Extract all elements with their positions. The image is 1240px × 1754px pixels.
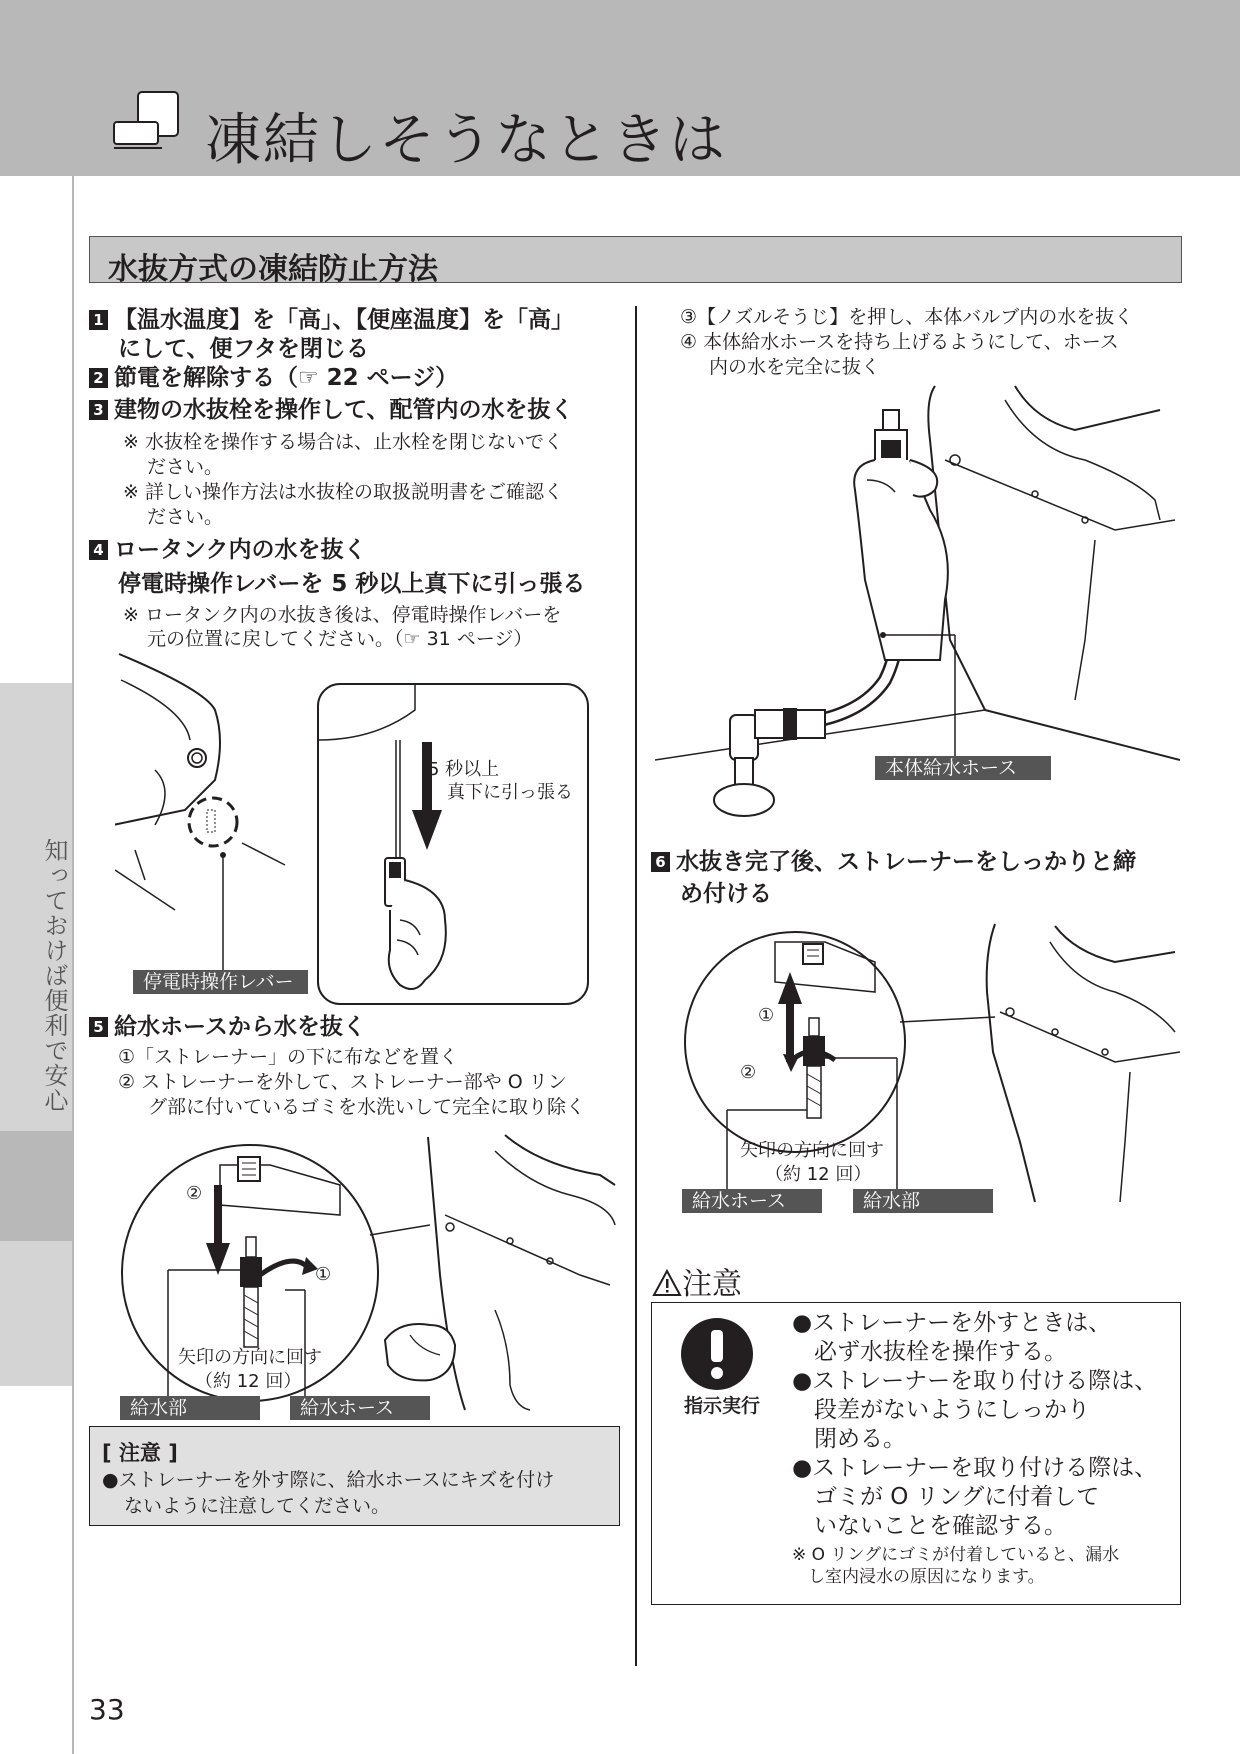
step-6-line1: 水抜き完了後、ストレーナーをしっかりと締 bbox=[676, 849, 1136, 875]
step-5-item-2a: ② ストレーナーを外して、ストレーナー部や O リン bbox=[118, 1071, 567, 1093]
warning-line: 閉める。 bbox=[814, 1426, 906, 1452]
step-5 bbox=[89, 1013, 366, 1042]
warning-line: ●ストレーナーを取り付ける際は、 bbox=[792, 1368, 1158, 1394]
warning-triangle-icon bbox=[652, 1269, 682, 1297]
warning-heading-text: 注意 bbox=[682, 1267, 742, 1302]
step-4-line1: ロータンク内の水を抜く bbox=[114, 537, 367, 563]
warning-lines bbox=[792, 1309, 1172, 1541]
step-number: 1 bbox=[89, 310, 108, 330]
step-5-item-2b: グ部に付いているゴミを水洗いして完全に取り除く bbox=[148, 1096, 586, 1118]
page-title: 凍結しそうなときは bbox=[205, 108, 727, 173]
strainer-right-mark-2: ② bbox=[740, 1062, 757, 1083]
warning-line: 必ず水抜栓を操作する。 bbox=[814, 1339, 1067, 1365]
strainer-right-mark-1: ① bbox=[758, 1005, 775, 1026]
warning-line: いないことを確認する。 bbox=[814, 1513, 1067, 1539]
step-3-note-2a: ※ 詳しい操作方法は水抜栓の取扱説明書をご確認く bbox=[123, 481, 563, 503]
strainer-right-supply-label: 給水部 bbox=[853, 1189, 993, 1213]
side-tab-marker bbox=[0, 1131, 72, 1241]
warning-box bbox=[651, 1302, 1181, 1605]
lever-pull-text-1: 5 秒以上 bbox=[428, 759, 500, 780]
side-tab-lower bbox=[0, 1241, 72, 1386]
step-5-item-4b: 内の水を完全に抜く bbox=[709, 356, 881, 378]
step-2-text: 節電を解除する（☞ 22 ページ） bbox=[114, 365, 459, 391]
side-rule bbox=[72, 176, 74, 1754]
step-1 bbox=[89, 306, 574, 335]
step-3-text: 建物の水抜栓を操作して、配管内の水を抜く bbox=[114, 397, 574, 423]
strainer-left-supply-label: 給水部 bbox=[120, 1396, 260, 1420]
page-header bbox=[0, 0, 1240, 176]
step-number: 6 bbox=[651, 852, 670, 872]
step-3-note-2b: ださい。 bbox=[147, 506, 224, 528]
caution-line-1: ●ストレーナーを外す際に、給水ホースにキズを付け bbox=[102, 1469, 555, 1491]
toilet-icon bbox=[110, 88, 182, 152]
step-number: 3 bbox=[89, 400, 108, 420]
step-5-item-4a: ④ 本体給水ホースを持ち上げるようにして、ホース bbox=[680, 331, 1119, 353]
warning-line: ●ストレーナーを外すときは、 bbox=[792, 1310, 1112, 1336]
step-number: 2 bbox=[89, 368, 108, 388]
warning-footnote-line-2: し室内浸水の原因になります。 bbox=[808, 1567, 1045, 1587]
step-2 bbox=[89, 364, 458, 393]
strainer-left-mark-2: ② bbox=[186, 1183, 203, 1204]
strainer-left-turn-text-1: 矢印の方向に回す bbox=[178, 1347, 322, 1368]
section-bar bbox=[89, 236, 1182, 287]
strainer-right-hose-label: 給水ホース bbox=[682, 1189, 822, 1213]
step-5-text: 給水ホースから水を抜く bbox=[114, 1014, 366, 1040]
caution-text bbox=[102, 1467, 610, 1519]
strainer-removal-illustration bbox=[110, 1125, 620, 1415]
step-number: 5 bbox=[89, 1017, 108, 1037]
lever-illustration bbox=[115, 650, 595, 1010]
caution-box bbox=[89, 1426, 620, 1526]
strainer-left-turn-text-2: （約 12 回） bbox=[195, 1371, 302, 1392]
warning-footnote bbox=[792, 1544, 1172, 1588]
lever-pull-text-2: 真下に引っ張る bbox=[447, 782, 573, 803]
hose-label: 本体給水ホース bbox=[875, 756, 1051, 780]
strainer-left-hose-label: 給水ホース bbox=[290, 1396, 430, 1420]
step-4-line2: 停電時操作レバーを 5 秒以上真下に引っ張る bbox=[118, 571, 586, 597]
step-3 bbox=[89, 396, 574, 425]
step-3-note-1a: ※ 水抜栓を操作する場合は、止水栓を閉じないでく bbox=[123, 431, 563, 453]
warning-heading bbox=[652, 1259, 742, 1303]
column-divider bbox=[635, 306, 637, 1666]
step-6 bbox=[651, 848, 1136, 877]
lever-label: 停電時操作レバー bbox=[133, 970, 308, 994]
warning-line: ●ストレーナーを取り付ける際は、 bbox=[792, 1455, 1158, 1481]
step-number: 4 bbox=[89, 540, 108, 560]
strainer-right-turn-text-2: （約 12 回） bbox=[765, 1164, 872, 1185]
section-title: 水抜方式の凍結防止方法 bbox=[108, 252, 438, 287]
step-4-note-b: 元の位置に戻してください。（☞ 31 ページ） bbox=[147, 628, 533, 650]
step-5-item-3: ③【ノズルそうじ】を押し、本体バルブ内の水を抜く bbox=[680, 306, 1134, 328]
step-4 bbox=[89, 536, 367, 565]
warning-line: 段差がないようにしっかり bbox=[814, 1397, 1090, 1423]
step-5-item-1: ①「ストレーナー」の下に布などを置く bbox=[118, 1046, 459, 1068]
step-6-line2: め付ける bbox=[680, 881, 772, 907]
step-1-line2: にして、便フタを閉じる bbox=[118, 336, 369, 362]
strainer-right-turn-text-1: 矢印の方向に回す bbox=[740, 1140, 884, 1161]
warning-footnote-line-1: ※ O リングにゴミが付着していると、漏水 bbox=[792, 1545, 1120, 1565]
warning-line: ゴミが O リングに付着して bbox=[814, 1484, 1100, 1510]
step-1-line1: 【温水温度】を「高」、【便座温度】を「高」 bbox=[114, 307, 574, 333]
caution-title: [ 注意 ] bbox=[102, 1441, 178, 1465]
step-4-note-a: ※ ロータンク内の水抜き後は、停電時操作レバーを bbox=[123, 604, 562, 626]
strainer-left-mark-1: ① bbox=[315, 1264, 332, 1285]
step-3-note-1b: ださい。 bbox=[147, 456, 224, 478]
page-number: 33 bbox=[89, 1693, 125, 1726]
side-tab-label: 知っておけば便利で安心 bbox=[40, 838, 68, 1113]
mandatory-action-label: 指示実行 bbox=[683, 1395, 760, 1417]
caution-line-2: ないように注意してください。 bbox=[124, 1495, 391, 1517]
mandatory-action-icon bbox=[679, 1316, 755, 1392]
